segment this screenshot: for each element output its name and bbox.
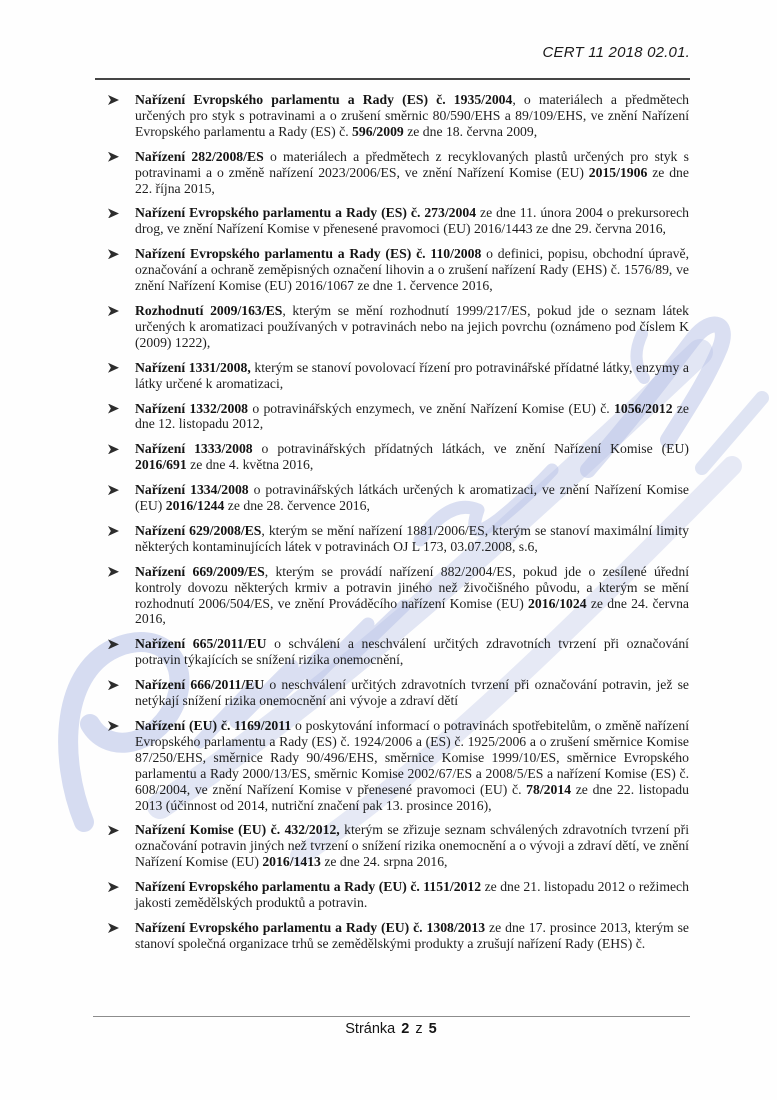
list-item [108,718,689,813]
list-item [108,636,689,668]
bullet-arrow-icon [108,401,135,433]
bullet-arrow-icon [108,149,135,197]
list-item [108,303,689,351]
list-item [108,920,689,952]
list-item [108,677,689,709]
item-text: Nařízení 1333/2008 o potravinářských přídatných látkách, ve znění Nařízení Komise (EU) 2016/691 ze dne 4. května 2016, [135,441,689,473]
footer-divider [93,1016,690,1017]
footer-total-pages: 5 [428,1021,437,1037]
list-item [108,441,689,473]
bullet-arrow-icon [108,564,135,628]
item-text: Nařízení 282/2008/ES o materiálech a předmětech z recyklovaných plastů určených pro styk s potravinami a o změně nařízení 2023/2006/ES, ve znění Nařízení Komise (EU) 2015/1906 ze dne 22. října 2015, [135,148,689,196]
item-text: Nařízení (EU) č. 1169/2011 o poskytování informací o potravinách spotřebitelům, o změně nařízení Evropského parlamentu a Rady (ES) č. 1924/2006 a (ES) č. 1925/2006 a o zrušení směrnice Komise 87/250/EHS, směrnice Rady 90/496/EHS, směrnice Komise 1999/10/ES, směrnice Evropského parlamentu a Rady 2000/13/ES, směrnic Komise 2002/67/ES a 2008/5/ES a nařízení Komise (ES) č. 608/2004, ve znění Nařízení Komise v přenesené pravomoci (EU) č. 78/2014 ze dne 22. listopadu 2013 (účinnost od 2014, nutriční značení pak 13. prosince 2016), [135,718,689,813]
bullet-arrow-icon [108,822,135,870]
bullet-arrow-icon [108,920,135,952]
item-text: Nařízení Komise (EU) č. 432/2012, kterým se zřizuje seznam schválených zdravotních tvrzení při označování potravin jiných než tvrzení o snížení rizika onemocnění a o vývoji a zdraví dětí, ve znění Nařízení Komise (EU) 2016/1413 ze dne 24. srpna 2016, [135,822,689,870]
item-text: Nařízení 629/2008/ES, kterým se mění nařízení 1881/2006/ES, kterým se stanoví maximální limity některých kontaminujících látek v potravinách OJ L 173, 03.07.2008, s.6, [135,522,689,554]
footer-page-word: Stránka [345,1021,396,1037]
list-item [108,149,689,197]
bullet-arrow-icon [108,92,135,140]
bullet-arrow-icon [108,718,135,813]
list-item [108,822,689,870]
bullet-arrow-icon [108,636,135,668]
list-item [108,360,689,392]
item-text: Nařízení Evropského parlamentu a Rady (EU) č. 1308/2013 ze dne 17. prosince 2013, kterým se stanoví společná organizace trhů se zemědělskými produkty a zrušují nařízení Rady (EHS) č. [135,919,689,951]
bullet-arrow-icon [108,246,135,294]
list-item [108,523,689,555]
bullet-arrow-icon [108,879,135,911]
list-item [108,879,689,911]
bullet-arrow-icon [108,205,135,237]
list-item [108,205,689,237]
list-item [108,246,689,294]
footer-page-number: 2 [401,1021,410,1037]
bullet-arrow-icon [108,303,135,351]
item-text: Nařízení 666/2011/EU o neschválení určitých zdravotních tvrzení při označování potravin, jež se netýkají snížení rizika onemocnění ani vývoje a zdraví dětí [135,677,689,709]
bullet-arrow-icon [108,677,135,709]
bullet-arrow-icon [108,523,135,555]
list-item [108,401,689,433]
document-code: CERT 11 2018 02.01. [542,44,690,61]
item-text: Nařízení Evropského parlamentu a Rady (ES) č. 110/2008 o definici, popisu, obchodní úpravě, označování a ochraně zeměpisných označení lihovin a o zrušení nařízení Rady (EHS) č. 1576/89, ve znění Nařízení Komise (EU) 2016/1067 ze dne 1. července 2016, [135,246,689,294]
bullet-arrow-icon [108,360,135,392]
item-text: Nařízení Evropského parlamentu a Rady (ES) č. 1935/2004, o materiálech a předmětech určených pro styk s potravinami a o zrušení směrnic 80/590/EHS a 89/109/EHS, ve znění Nařízení Evropského parlamentu a Rady (ES) č. 596/2009 ze dne 18. června 2009, [135,92,689,139]
item-text: Nařízení Evropského parlamentu a Rady (EU) č. 1151/2012 ze dne 21. listopadu 2012 o režimech jakosti zemědělských produktů a potravin. [135,879,689,911]
item-text: Rozhodnutí 2009/163/ES, kterým se mění rozhodnutí 1999/217/ES, pokud jde o seznam látek určených k aromatizaci používaných v potravinách nebo na jejich povrchu (oznámeno pod číslem K (2009) 1222), [135,302,689,350]
item-text: Nařízení 1334/2008 o potravinářských látkách určených k aromatizaci, ve znění Nařízení Komise (EU) 2016/1244 ze dne 28. července 2016, [135,482,689,514]
item-text: Nařízení 1331/2008, kterým se stanoví povolovací řízení pro potravinářské přídatné látky, enzymy a látky určené k aromatizaci, [135,359,689,391]
bullet-arrow-icon [108,482,135,514]
item-text: Nařízení 669/2009/ES, kterým se provádí nařízení 882/2004/ES, pokud jde o zesílené úřední kontroly dovozu některých krmiv a potravin jiného než živočišného původu, a kterým se mění rozhodnutí 2006/504/ES, ve znění Prováděcího nařízení Komise (EU) 2016/1024 ze dne 24. června 2016, [135,563,689,627]
footer-of-word: z [415,1021,423,1037]
header-divider [95,78,690,80]
list-item [108,92,689,140]
regulation-list [108,92,689,961]
bullet-arrow-icon [108,441,135,473]
item-text: Nařízení 1332/2008 o potravinářských enzymech, ve znění Nařízení Komise (EU) č. 1056/2012 ze dne 12. listopadu 2012, [135,400,690,432]
item-text: Nařízení Evropského parlamentu a Rady (ES) č. 273/2004 ze dne 11. února 2004 o prekursorech drog, ve znění Nařízení Komise v přenesené pravomoci (EU) 2016/1443 ze dne 29. června 2016, [135,205,689,237]
item-text: Nařízení 665/2011/EU o schválení a neschválení určitých zdravotních tvrzení při označování potravin týkajících se snížení rizika onemocnění, [135,636,689,668]
list-item [108,564,689,628]
page-footer [5,1021,777,1037]
list-item [108,482,689,514]
